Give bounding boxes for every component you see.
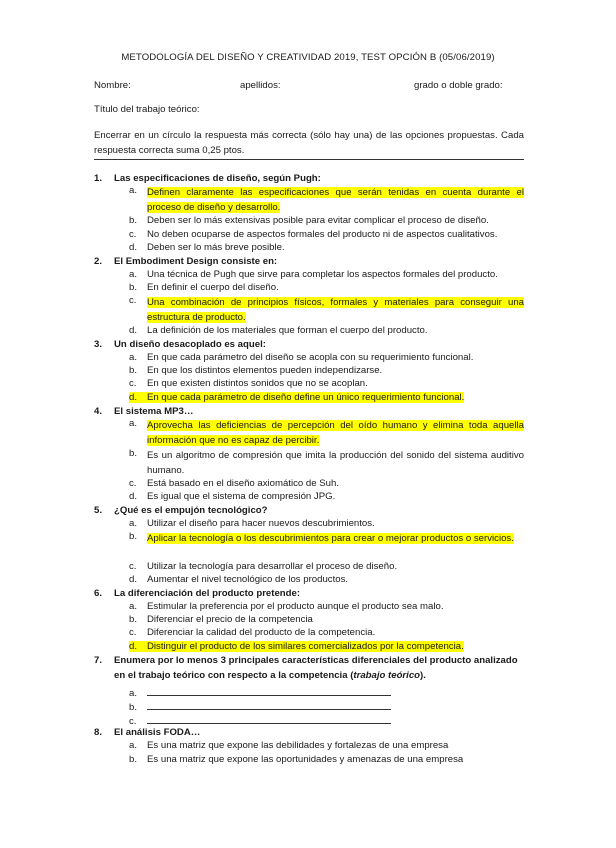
q5-option-c[interactable]: c. Utilizar la tecnología para desarrollar el proceso de diseño.: [129, 561, 398, 572]
q4-option-a[interactable]: a. Aprovecha las deficiencias de percepción del oído humano y elimina toda aquella información que no es capaz de percibir.: [129, 418, 524, 446]
question-8: 8. El análisis FODA…: [94, 727, 201, 738]
q6-option-b[interactable]: b. Diferenciar el precio de la competencia: [129, 614, 313, 625]
q5-option-a[interactable]: a. Utilizar el diseño para hacer nuevos descubrimientos.: [129, 518, 375, 529]
q3-option-b[interactable]: b. En que los distintos elementos pueden independizarse.: [129, 365, 383, 376]
question-5: 5. ¿Qué es el empujón tecnológico?: [94, 505, 268, 516]
q3-option-d[interactable]: d. En que cada parámetro de diseño define un único requerimiento funcional.: [129, 392, 465, 403]
instructions: Encerrar en un círculo la respuesta más correcta (sólo hay una) de las opciones propuestas. Cada respuesta correcta suma 0,25 ptos.: [94, 130, 524, 156]
divider: [94, 159, 524, 160]
q2-option-a[interactable]: a. Una técnica de Pugh que sirve para completar los aspectos formales del producto.: [129, 269, 498, 280]
answer-line[interactable]: [147, 700, 391, 710]
q4-option-b[interactable]: b. Es un algoritmo de compresión que imita la producción del sonido del sistema auditivo humano.: [129, 448, 524, 476]
q7-answer-a[interactable]: a.: [129, 686, 524, 699]
grado-label: grado o doble grado:: [414, 80, 503, 91]
question-4: 4. El sistema MP3…: [94, 406, 194, 417]
q2-option-b[interactable]: b. En definir el cuerpo del diseño.: [129, 282, 279, 293]
answer-highlight: Una combinación de principios físicos, formales y materiales para conseguir una estructura de producto.: [147, 297, 524, 323]
answer-highlight: Aprovecha las deficiencias de percepción del oído humano y elimina toda aquella información que no es capaz de percibir.: [147, 420, 524, 446]
answer-highlight: En que cada parámetro de diseño define un único requerimiento funcional.: [147, 392, 465, 403]
q6-option-c[interactable]: c. Diferenciar la calidad del producto de la competencia.: [129, 627, 376, 638]
question-6: 6. La diferenciación del producto pretende:: [94, 588, 301, 599]
answer-line[interactable]: [147, 686, 391, 696]
question-7-line2: en el trabajo teórico con respecto a la competencia (trabajo teórico).: [114, 670, 426, 681]
q8-option-a[interactable]: a. Es una matriz que expone las debilidades y fortalezas de una empresa: [129, 740, 449, 751]
answer-highlight: Aplicar la tecnología o los descubrimientos para crear o mejorar productos o servicios.: [147, 533, 514, 544]
nombre-label: Nombre:: [94, 80, 131, 91]
q1-option-d[interactable]: d. Deben ser lo más breve posible.: [129, 242, 285, 253]
q3-option-c[interactable]: c. En que existen distintos sonidos que no se acoplan.: [129, 378, 368, 389]
question-2: 2. El Embodiment Design consiste en:: [94, 256, 278, 267]
answer-line[interactable]: [147, 714, 391, 724]
q1-option-a[interactable]: a. Definen claramente las especificaciones que serán tenidas en cuenta durante el proceso de diseño y desarrollo.: [129, 185, 524, 213]
q7-answer-c[interactable]: c.: [129, 714, 524, 727]
q3-option-a[interactable]: a. En que cada parámetro del diseño se acopla con su requerimiento funcional.: [129, 352, 474, 363]
question-1: 1. Las especificaciones de diseño, según Pugh:: [94, 173, 321, 184]
q1-option-b[interactable]: b. Deben ser lo más extensivas posible para evitar complicar el proceso de diseño.: [129, 215, 489, 226]
q4-option-d[interactable]: d. Es igual que el sistema de compresión JPG.: [129, 491, 336, 502]
q7-answer-b[interactable]: b.: [129, 700, 524, 713]
titulo-trabajo-label: Título del trabajo teórico:: [94, 104, 200, 115]
q8-option-b[interactable]: b. Es una matriz que expone las oportunidades y amenazas de una empresa: [129, 754, 464, 765]
q6-option-a[interactable]: a. Estimular la preferencia por el producto aunque el producto sea malo.: [129, 601, 444, 612]
q2-option-c[interactable]: c. Una combinación de principios físicos, formales y materiales para conseguir una estructura de producto.: [129, 295, 524, 323]
q1-option-c[interactable]: c. No deben ocuparse de aspectos formales del producto ni de aspectos cualitativos.: [129, 229, 498, 240]
exam-title: METODOLOGÍA DEL DISEÑO Y CREATIVIDAD 2019, TEST OPCIÓN B (05/06/2019): [121, 52, 495, 63]
q5-option-d[interactable]: d. Aumentar el nivel tecnológico de los productos.: [129, 574, 349, 585]
answer-highlight: Distinguir el producto de los similares comercializados por la competencia.: [147, 641, 464, 652]
question-7: 7. Enumera por lo menos 3 principales características diferenciales del producto analizado: [94, 655, 518, 666]
q6-option-d[interactable]: d. Distinguir el producto de los similares comercializados por la competencia.: [129, 641, 464, 652]
q2-option-d[interactable]: d. La definición de los materiales que forman el cuerpo del producto.: [129, 325, 428, 336]
question-3: 3. Un diseño desacoplado es aquel:: [94, 339, 266, 350]
apellidos-label: apellidos:: [240, 80, 281, 91]
answer-highlight: Definen claramente las especificaciones que serán tenidas en cuenta durante el proceso de diseño y desarrollo.: [147, 187, 524, 213]
q4-option-c[interactable]: c. Está basado en el diseño axiomático de Suh.: [129, 478, 340, 489]
q5-option-b[interactable]: b. Aplicar la tecnología o los descubrimientos para crear o mejorar productos o servicios.: [129, 531, 514, 544]
